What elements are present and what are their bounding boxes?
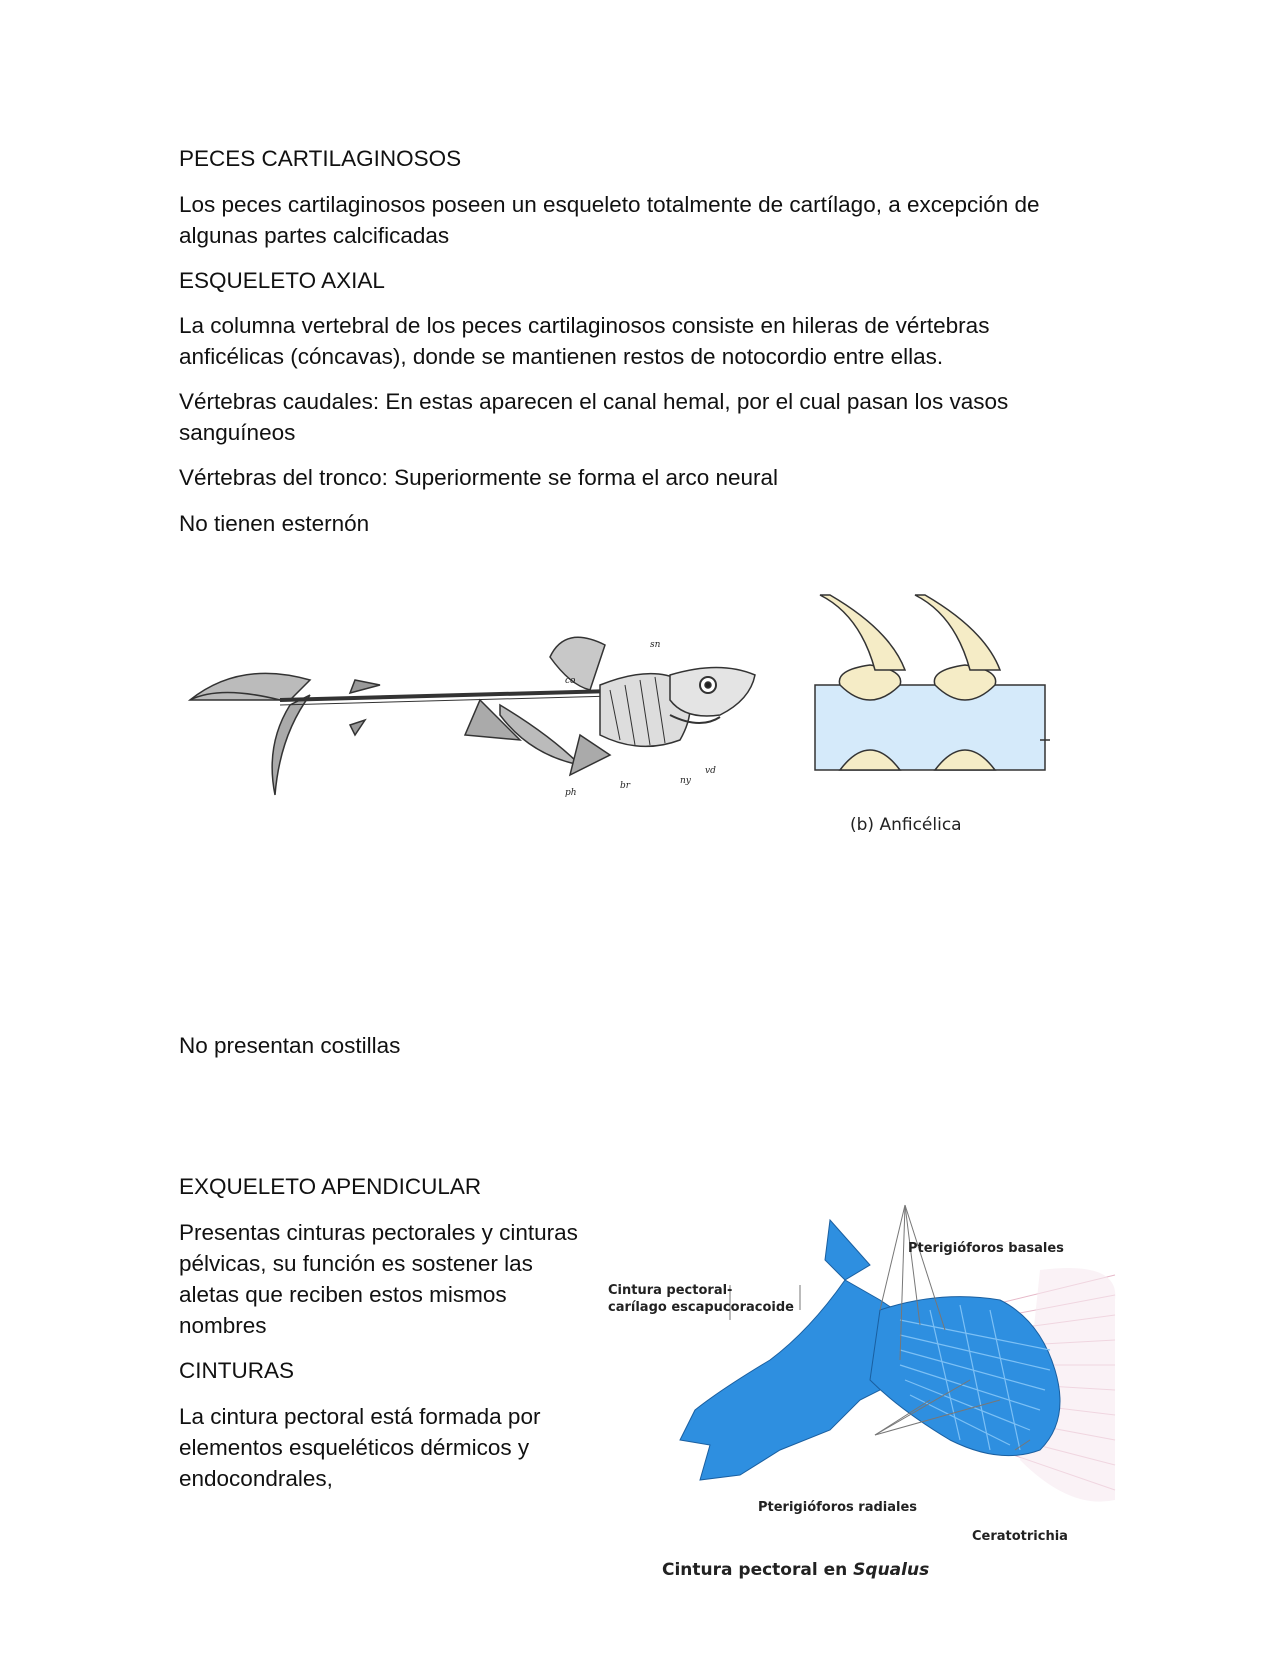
caudal-paragraph: Vértebras caudales: En estas aparecen el canal hemal, por el cual pasan los vasos sanguíneos bbox=[179, 389, 1009, 445]
shark-skeleton-figure bbox=[180, 605, 770, 815]
appendicular-heading: EXQUELETO APENDICULAR bbox=[179, 1174, 482, 1199]
no-sternum-paragraph: No tienen esternón bbox=[179, 511, 370, 536]
label-scapulocoracoid: Cintura pectoral- carílago escapucoracoide bbox=[608, 1283, 794, 1315]
page-title: PECES CARTILAGINOSOS bbox=[179, 146, 462, 171]
no-ribs-paragraph: No presentan costillas bbox=[179, 1033, 401, 1058]
pectoral-caption-prefix: Cintura pectoral en bbox=[662, 1560, 848, 1580]
shark-label-ph: ph bbox=[565, 788, 577, 798]
pectoral-caption-genus: Squalus bbox=[853, 1560, 930, 1580]
shark-label-co: co bbox=[565, 676, 576, 686]
pectoral-caption bbox=[662, 1560, 929, 1580]
trunk-paragraph: Vértebras del tronco: Superiormente se forma el arco neural bbox=[179, 465, 779, 490]
intro-paragraph: Los peces cartilaginosos poseen un esqueleto totalmente de cartílago, a excepción de algunas partes calcificadas bbox=[179, 192, 1040, 248]
shark-label-ny: ny bbox=[680, 776, 691, 786]
label-ceratotrichia: Ceratotrichia bbox=[972, 1529, 1068, 1544]
axial-heading: ESQUELETO AXIAL bbox=[179, 268, 385, 293]
amphicoelous-vertebra-figure bbox=[810, 590, 1060, 790]
shark-label-vd: vd bbox=[705, 766, 716, 776]
shark-label-sn: sn bbox=[650, 640, 661, 650]
axial-paragraph: La columna vertebral de los peces cartilaginosos consiste en hileras de vértebras anficélicas (cóncavas), donde se mantienen restos de notocordio entre ellas. bbox=[179, 313, 990, 369]
vertebra-caption: (b) Anficélica bbox=[850, 815, 962, 835]
shark-label-br: br bbox=[620, 781, 631, 791]
appendicular-paragraph: Presentas cinturas pectorales y cinturas pélvicas, su función es sostener las aletas que reciben estos mismos nombres bbox=[179, 1220, 578, 1338]
girdles-heading: CINTURAS bbox=[179, 1358, 295, 1383]
label-basal-pterygiophores: Pterigióforos basales bbox=[908, 1241, 1064, 1256]
label-radial-pterygiophores: Pterigióforos radiales bbox=[758, 1500, 918, 1515]
girdles-paragraph: La cintura pectoral está formada por elementos esqueléticos dérmicos y endocondrales, bbox=[179, 1404, 541, 1491]
